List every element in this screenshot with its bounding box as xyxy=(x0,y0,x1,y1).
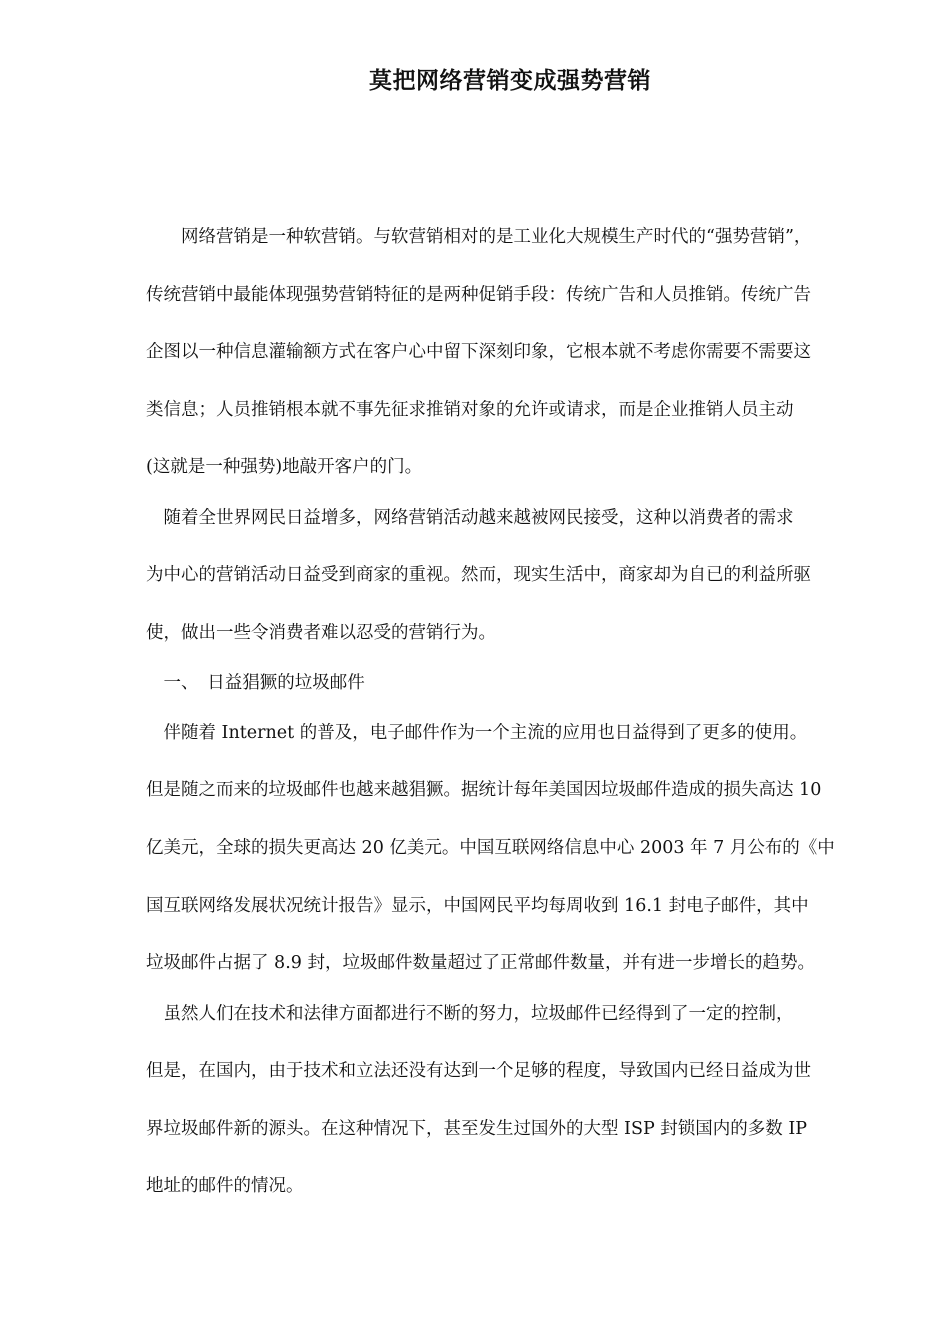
body-line: 网络营销是一种软营销。与软营销相对的是工业化大规模生产时代的“强势营销”， xyxy=(146,227,812,247)
body-line: 国互联网络发展状况统计报告》显示，中国网民平均每周收到 16.1 封电子邮件，其中 xyxy=(146,896,809,916)
document-title: 莫把网络营销变成强势营销 xyxy=(369,67,651,94)
body-line: 伴随着 Internet 的普及，电子邮件作为一个主流的应用也日益得到了更多的使用。 xyxy=(146,723,808,743)
body-line: 界垃圾邮件新的源头。在这种情况下，甚至发生过国外的大型 ISP 封锁国内的多数 IP xyxy=(146,1119,808,1139)
body-line: 传统营销中最能体现强势营销特征的是两种促销手段：传统广告和人员推销。传统广告 xyxy=(146,285,811,305)
body-line: 亿美元，全球的损失更高达 20 亿美元。中国互联网络信息中心 2003 年 7 月公布的《中 xyxy=(146,838,835,858)
body-line: 但是，在国内，由于技术和立法还没有达到一个足够的程度，导致国内已经日益成为世 xyxy=(146,1061,811,1081)
body-line: 企图以一种信息灌输额方式在客户心中留下深刻印象，它根本就不考虑你需要不需要这 xyxy=(146,342,811,362)
body-line: 随着全世界网民日益增多，网络营销活动越来越被网民接受，这种以消费者的需求 xyxy=(146,508,794,528)
body-line: 为中心的营销活动日益受到商家的重视。然而，现实生活中，商家却为自已的利益所驱 xyxy=(146,565,811,585)
body-line: 垃圾邮件占据了 8.9 封，垃圾邮件数量超过了正常邮件数量，并有进一步增长的趋势。 xyxy=(146,953,815,973)
body-line: 地址的邮件的情况。 xyxy=(146,1176,304,1196)
body-line: 使，做出一些令消费者难以忍受的营销行为。 xyxy=(146,623,496,643)
section-heading: 一、 日益猖獗的垃圾邮件 xyxy=(146,673,365,693)
body-line: 虽然人们在技术和法律方面都进行不断的努力，垃圾邮件已经得到了一定的控制， xyxy=(146,1004,794,1024)
body-line: (这就是一种强势)地敲开客户的门。 xyxy=(146,457,423,477)
body-line: 类信息；人员推销根本就不事先征求推销对象的允许或请求，而是企业推销人员主动 xyxy=(146,400,794,420)
body-line: 但是随之而来的垃圾邮件也越来越猖獗。据统计每年美国因垃圾邮件造成的损失高达 10 xyxy=(146,780,822,800)
